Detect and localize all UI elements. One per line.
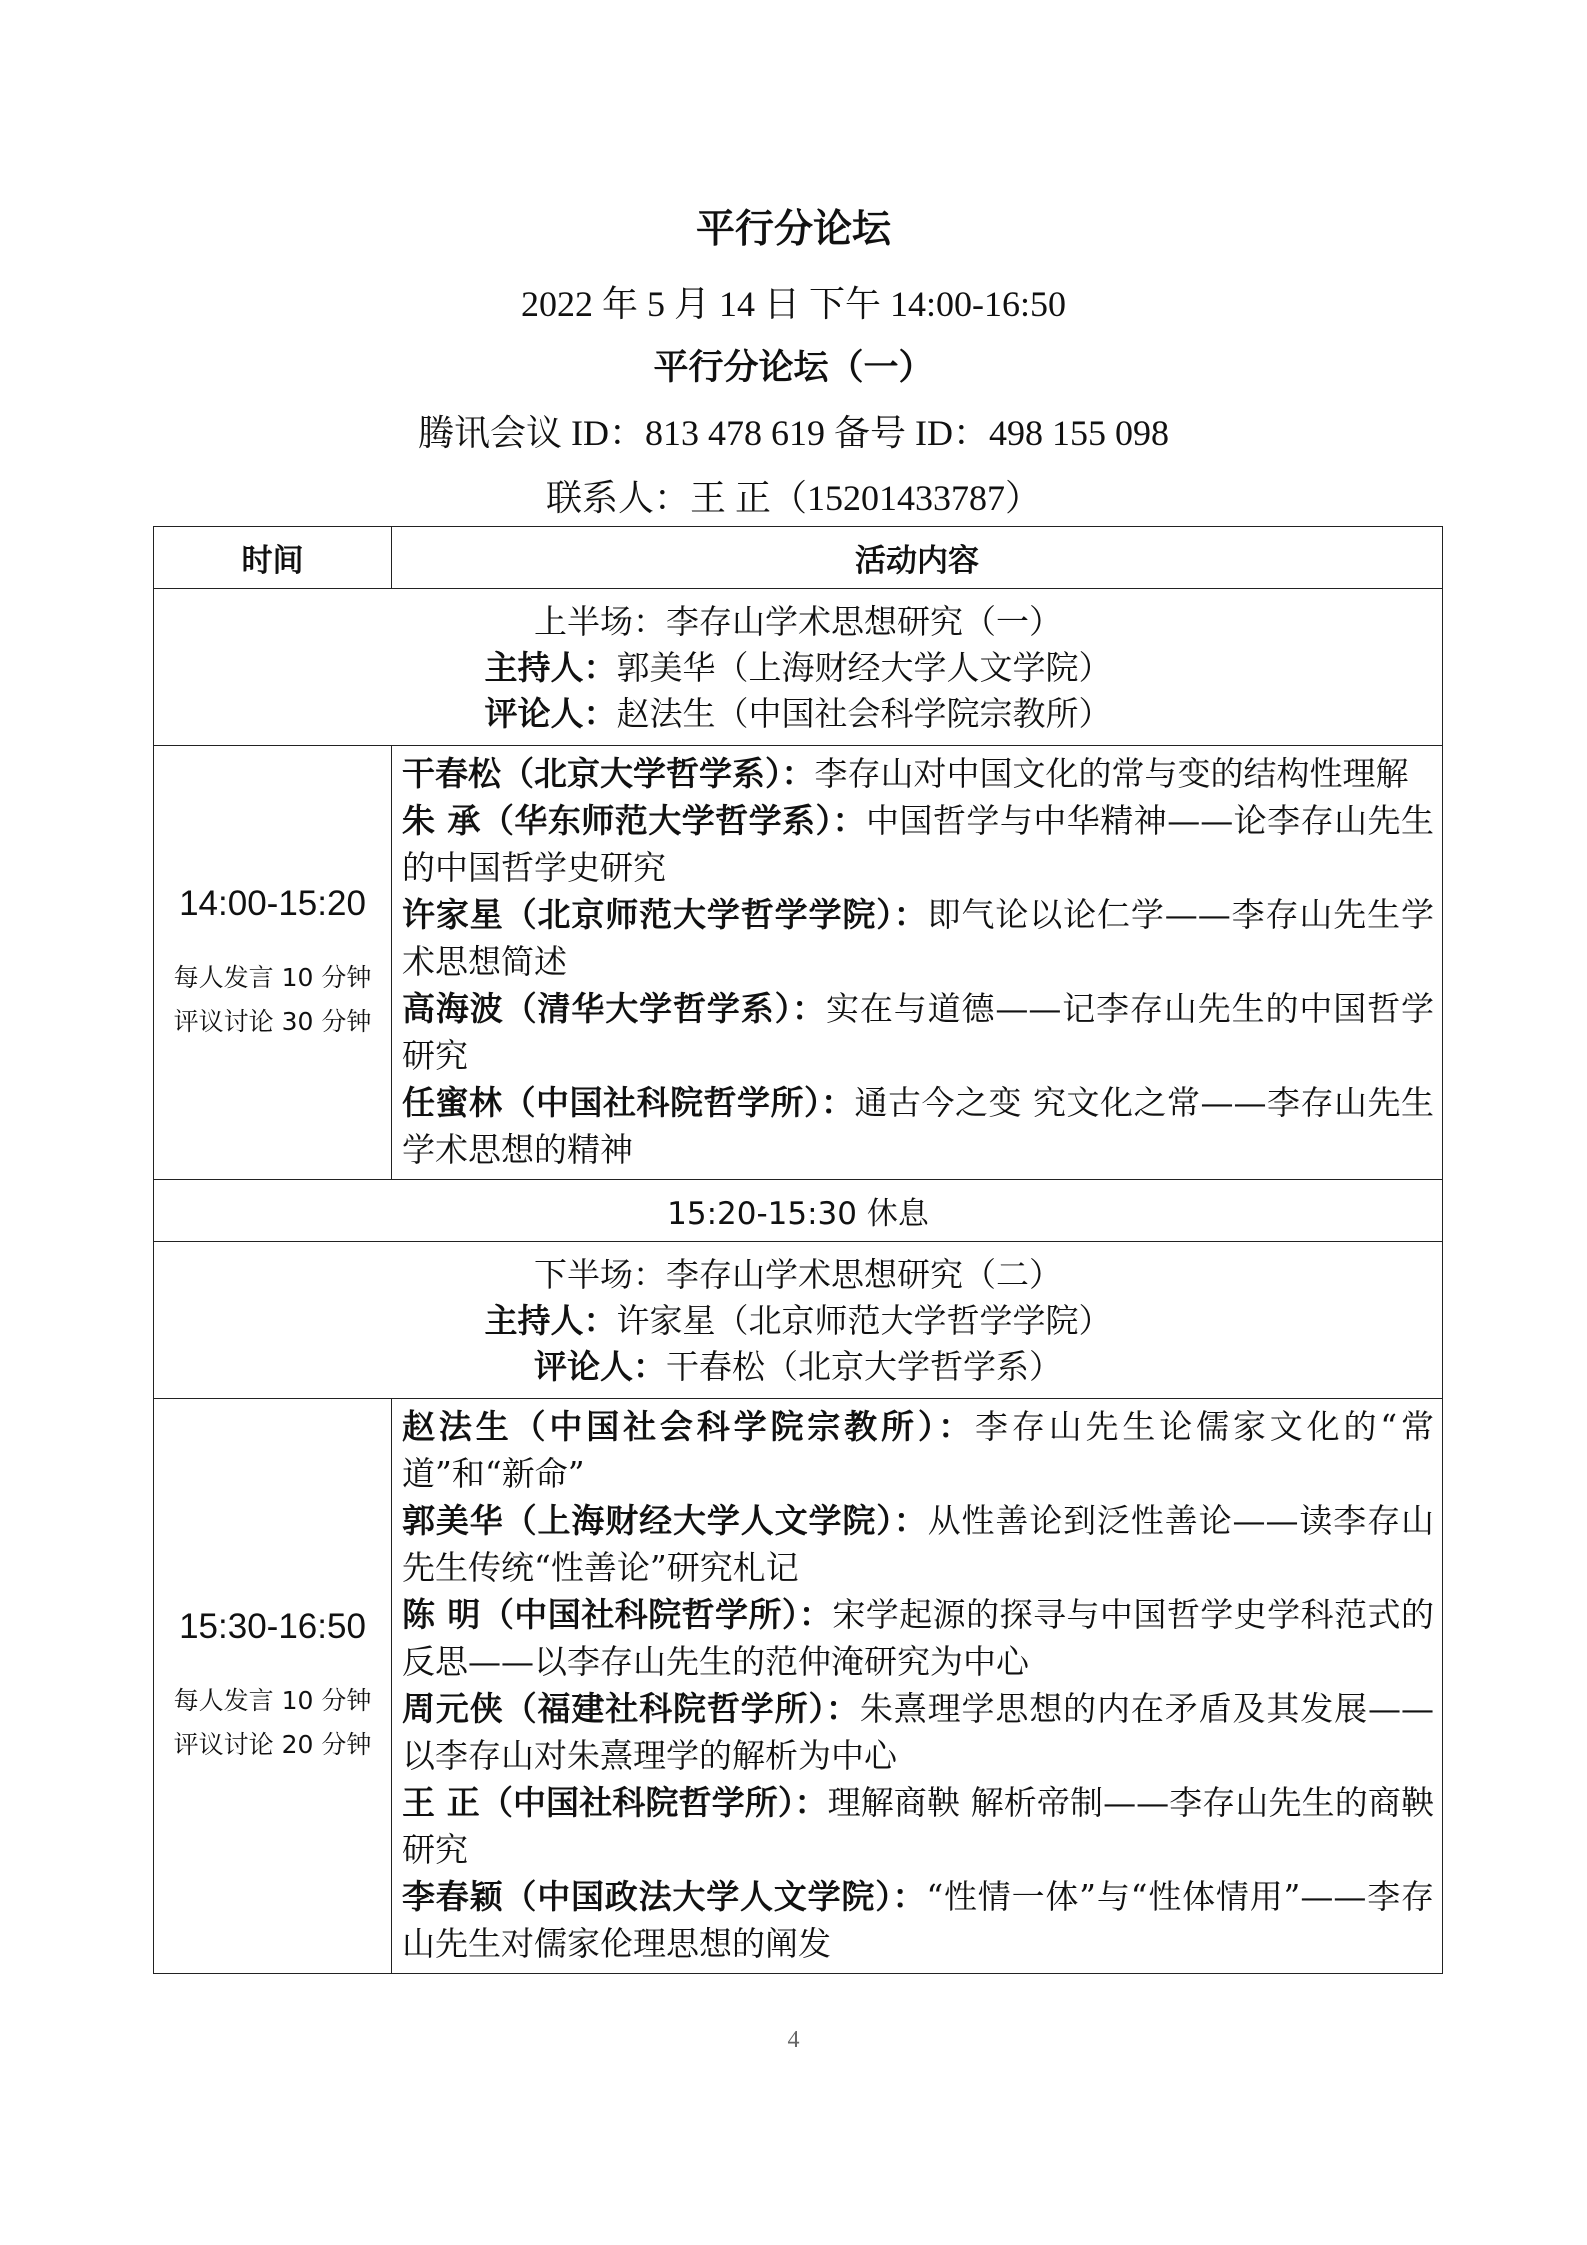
session1-info xyxy=(154,589,1443,746)
session1-talk-list xyxy=(392,746,1443,1180)
talk-speaker: 陈 明（中国社科院哲学所）： xyxy=(402,1595,833,1634)
talk-topic: 即气论以论仁学——李存山先生学术思想简述 xyxy=(402,895,1435,981)
talk-item xyxy=(402,985,1434,1079)
talk-speaker: 周元侠（福建社科院哲学所）： xyxy=(402,1689,860,1728)
meeting-id-line: 腾讯会议 ID：813 478 619 备号 ID：498 155 098 xyxy=(418,413,1169,453)
session2-info xyxy=(154,1242,1443,1399)
session1-host xyxy=(154,645,1442,691)
talk-item xyxy=(402,1591,1434,1685)
talk-item xyxy=(402,891,1434,985)
table-header-row xyxy=(154,527,1443,589)
talk-item xyxy=(402,1685,1434,1779)
break-label: 15:20-15:30 休息 xyxy=(154,1180,1443,1242)
reviewer-name: 赵法生（中国社会科学院宗教所） xyxy=(616,694,1112,733)
schedule-table xyxy=(153,526,1443,1974)
talk-speaker: 许家星（北京师范大学哲学学院）： xyxy=(402,895,928,934)
talk-topic: “性情一体”与“性体情用”——李存山先生对儒家伦理思想的阐发 xyxy=(402,1877,1435,1963)
date-line: 2022 年 5 月 14 日 下午 14:00-16:50 xyxy=(521,284,1066,324)
header-time: 时间 xyxy=(154,527,392,589)
forum-subtitle: 平行分论坛（一） xyxy=(653,348,934,388)
session2-talks-row xyxy=(154,1399,1443,1974)
talk-item xyxy=(402,1403,1434,1497)
talk-item xyxy=(402,750,1434,797)
session1-time: 14:00-15:20 xyxy=(179,883,366,923)
talk-topic: 实在与道德——记李存山先生的中国哲学研究 xyxy=(402,989,1435,1075)
reviewer-name: 干春松（北京大学哲学系） xyxy=(666,1347,1062,1386)
page-number: 4 xyxy=(787,2027,800,2053)
break-row xyxy=(154,1180,1443,1242)
session2-title: 下半场：李存山学术思想研究（二） xyxy=(534,1255,1062,1294)
session2-time-cell xyxy=(154,1399,392,1974)
talk-topic: 中国哲学与中华精神——论李存山先生的中国哲学史研究 xyxy=(402,801,1435,887)
talk-item xyxy=(402,797,1434,891)
talk-topic: 理解商鞅 解析帝制——李存山先生的商鞅研究 xyxy=(402,1783,1434,1869)
talk-item xyxy=(402,1873,1434,1967)
talk-speaker: 赵法生（中国社会科学院宗教所）： xyxy=(402,1407,975,1446)
header-content: 活动内容 xyxy=(392,527,1443,589)
talk-speaker: 王 正（中国社科院哲学所）： xyxy=(402,1783,828,1822)
session1-discussion-note: 评议讨论 30 分钟 xyxy=(173,1006,372,1036)
session2-host xyxy=(154,1298,1442,1344)
session2-speech-note: 每人发言 10 分钟 xyxy=(173,1686,372,1715)
talk-topic: 李存山先生论儒家文化的“常道”和“新命” xyxy=(402,1407,1434,1493)
host-label: 主持人： xyxy=(484,1301,617,1340)
talk-topic: 宋学起源的探寻与中国哲学史学科范式的反思——以李存山先生的范仲淹研究为中心 xyxy=(402,1595,1434,1681)
talk-speaker: 干春松（北京大学哲学系）： xyxy=(402,754,815,793)
session1-time-cell xyxy=(154,746,392,1180)
contact-line: 联系人：王 正（15201433787） xyxy=(545,478,1041,518)
talk-speaker: 任蜜林（中国社科院哲学所）： xyxy=(402,1083,855,1122)
host-name: 郭美华（上海财经大学人文学院） xyxy=(616,648,1112,687)
page-title: 平行分论坛 xyxy=(695,207,891,252)
session1-header-row xyxy=(154,589,1443,746)
talk-speaker: 郭美华（上海财经大学人文学院）： xyxy=(402,1501,928,1540)
talk-item xyxy=(402,1497,1434,1591)
reviewer-label: 评论人： xyxy=(534,1347,666,1386)
session2-talk-list xyxy=(392,1399,1443,1974)
session2-time: 15:30-16:50 xyxy=(179,1607,366,1646)
talk-speaker: 李春颖（中国政法大学人文学院）： xyxy=(402,1877,927,1916)
reviewer-label: 评论人： xyxy=(484,694,617,733)
talk-speaker: 高海波（清华大学哲学系）： xyxy=(402,989,826,1028)
talk-topic: 朱熹理学思想的内在矛盾及其发展——以李存山对朱熹理学的解析为中心 xyxy=(402,1689,1435,1775)
session1-talks-row xyxy=(154,746,1443,1180)
host-name: 许家星（北京师范大学哲学学院） xyxy=(616,1301,1112,1340)
session2-header-row xyxy=(154,1242,1443,1399)
talk-speaker: 朱 承（华东师范大学哲学系）： xyxy=(402,801,866,840)
session1-speech-note: 每人发言 10 分钟 xyxy=(173,962,372,992)
talk-topic: 李存山对中国文化的常与变的结构性理解 xyxy=(814,754,1409,793)
session2-discussion-note: 评议讨论 20 分钟 xyxy=(173,1730,372,1759)
session2-reviewer xyxy=(154,1344,1442,1390)
session1-reviewer xyxy=(154,691,1442,737)
talk-topic: 通古今之变 究文化之常——李存山先生学术思想的精神 xyxy=(402,1083,1434,1169)
talk-topic: 从性善论到泛性善论——读李存山先生传统“性善论”研究札记 xyxy=(402,1501,1435,1587)
talk-item xyxy=(402,1779,1434,1873)
host-label: 主持人： xyxy=(484,648,617,687)
session1-title: 上半场：李存山学术思想研究（一） xyxy=(534,602,1062,641)
talk-item xyxy=(402,1079,1434,1173)
